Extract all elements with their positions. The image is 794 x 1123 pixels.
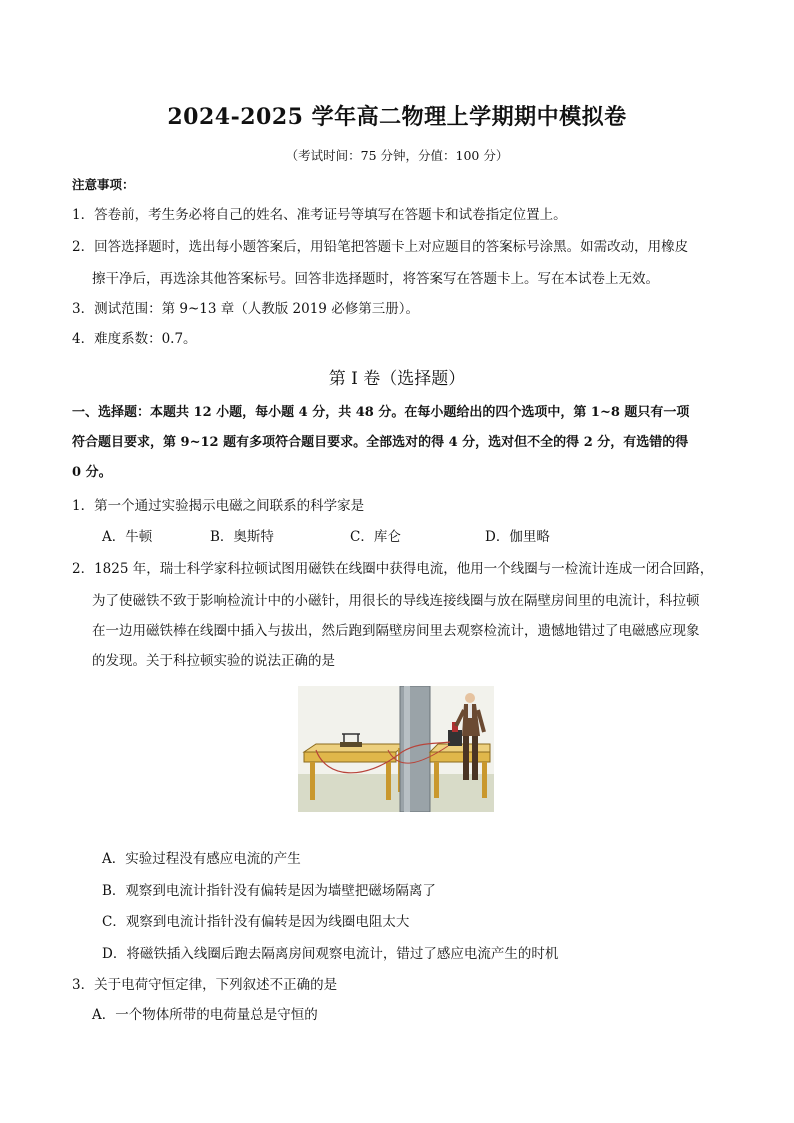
- q1-option-a: A．牛顿: [102, 529, 153, 545]
- q2-stem-4: 的发现。关于科拉顿实验的说法正确的是: [92, 653, 335, 669]
- notes-item-1: 1．答卷前，考生务必将自己的姓名、准考证号等填写在答题卡和试卷指定位置上。: [72, 207, 567, 223]
- q2-stem-3: 在一边用磁铁棒在线圈中插入与拔出，然后跑到隔壁房间里去观察检流计，遗憾地错过了电磁感应现象: [92, 623, 700, 639]
- q1-option-c: C．库仑: [350, 529, 401, 545]
- q2-stem-1: 2．1825 年，瑞士科学家科拉顿试图用磁铁在线圈中获得电流，他用一个线圈与一检流计连成一闭合回路，: [72, 561, 714, 577]
- wall: [400, 686, 430, 812]
- experiment-illustration: [298, 686, 494, 812]
- section-instructions-3: 0 分。: [72, 465, 112, 480]
- q2-option-d: D．将磁铁插入线圈后跑去隔离房间观察电流计，错过了感应电流产生的时机: [102, 946, 559, 962]
- exam-subtitle: （考试时间：75 分钟，分值：100 分）: [285, 148, 509, 163]
- q2-option-a: A．实验过程没有感应电流的产生: [102, 851, 301, 867]
- q2-option-c: C．观察到电流计指针没有偏转是因为线圈电阻太大: [102, 914, 410, 930]
- notes-item-3: 3．测试范围：第 9~13 章（人教版 2019 必修第三册）。: [72, 301, 419, 317]
- notes-item-4: 4．难度系数：0.7。: [72, 331, 197, 347]
- q1-option-b: B．奥斯特: [210, 529, 274, 545]
- q1-option-d: D．伽里略: [485, 529, 550, 545]
- section-title: 第 I 卷（选择题）: [328, 369, 466, 389]
- notes-item-2-cont: 擦干净后，再选涂其他答案标号。回答非选择题时，将答案写在答题卡上。写在本试卷上无效。: [92, 271, 659, 287]
- q1-stem: 1．第一个通过实验揭示电磁之间联系的科学家是: [72, 498, 365, 514]
- notes-heading: 注意事项：: [72, 177, 135, 192]
- exam-title: 2024-2025 学年高二物理上学期期中模拟卷: [167, 104, 627, 130]
- q2-stem-2: 为了使磁铁不致于影响检流计中的小磁针，用很长的导线连接线圈与放在隔壁房间里的电流计，科拉顿: [92, 593, 700, 609]
- q3-stem: 3．关于电荷守恒定律，下列叙述不正确的是: [72, 977, 338, 993]
- notes-item-2: 2．回答选择题时，选出每小题答案后，用铅笔把答题卡上对应题目的答案标号涂黑。如需改动，用橡皮: [72, 239, 689, 255]
- q2-option-b: B．观察到电流计指针没有偏转是因为墙壁把磁场隔离了: [102, 883, 436, 899]
- q3-option-a: A．一个物体所带的电荷量总是守恒的: [92, 1007, 318, 1023]
- section-instructions-1: 一、选择题：本题共 12 小题，每小题 4 分，共 48 分。在每小题给出的四个选项中，第 1~8 题只有一项: [72, 405, 690, 420]
- section-instructions-2: 符合题目要求，第 9~12 题有多项符合题目要求。全部选对的得 4 分，选对但不全的得 2 分，有选错的得: [72, 435, 689, 450]
